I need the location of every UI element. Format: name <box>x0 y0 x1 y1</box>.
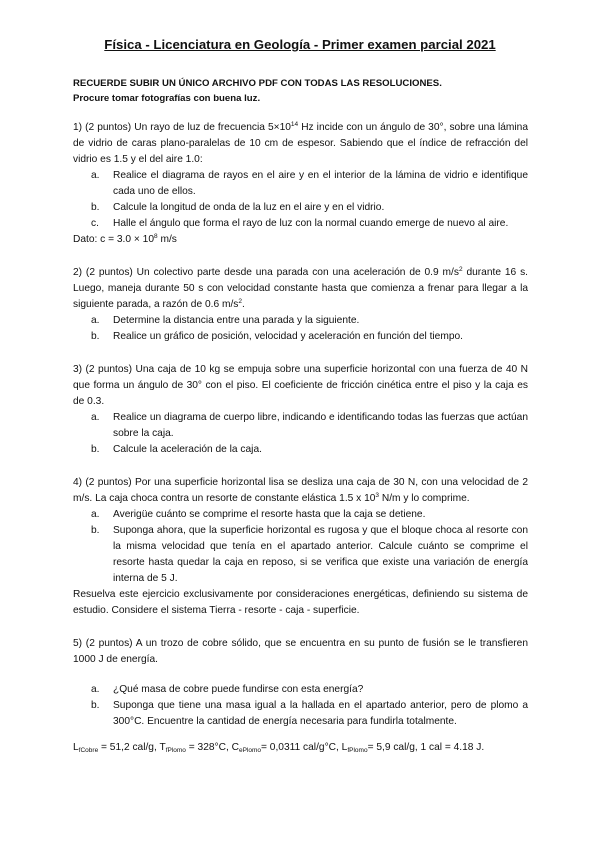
question-3-items <box>73 410 528 458</box>
question-2-statement: 2) (2 puntos) Un colectivo parte desde una parada con una aceleración de 0.9 $m/s^2$ durante 16 s. Luego, maneja durante 50 s con velocidad constante hasta que comienza a frenar para llegar a la siguiente parada, a razón de 0.6 $m/s^2$. <box>73 266 528 310</box>
constants-line: $L_{fCobre} = 51,2$ cal/g, $T_{fPlomo} = 328^\circ C$, $C_{ePlomo}= 0,0311$ cal/g°C, $L_{fPlomo}= 5,9$ cal/g, 1 cal = 4.18 J. <box>73 742 485 754</box>
list-item: a. ¿Qué masa de cobre puede fundirse con esta energía? <box>91 684 364 695</box>
list-item: a. Averigüe cuánto se comprime el resorte hasta que la caja se detiene. <box>91 509 426 520</box>
upload-instruction: RECUERDE SUBIR UN ÚNICO ARCHIVO PDF CON TODAS LAS RESOLUCIONES. <box>73 78 442 89</box>
question-1-data: Dato: $c = 3.0 \times 10^8$ m/s <box>73 233 177 245</box>
list-item: a. Determine la distancia entre una parada y la siguiente. <box>91 315 360 326</box>
list-item: a. Realice un diagrama de cuerpo libre, indicando e identificando todas las fuerzas que actúan sobre la caja. <box>91 412 528 439</box>
question-1 <box>73 120 528 248</box>
list-item: b. Realice un gráfico de posición, velocidad y aceleración en función del tiempo. <box>91 331 463 342</box>
list-item: b. Calcule la aceleración de la caja. <box>91 444 262 455</box>
question-4-items <box>73 507 528 587</box>
question-3-statement: 3) (2 puntos) Una caja de 10 kg se empuja sobre una superficie horizontal con una fuerza de 40 N que forma un ángulo de 30° con el piso. El coeficiente de fricción cinética entre el piso y la caja es de 0.3. <box>73 364 528 407</box>
question-1-statement: 1) (2 puntos) Un rayo de luz de frecuencia $5\times 10^{14}$ Hz incide con un ángulo de 30°, sobre una lámina de vidrio de caras plano-paralelas de 10 cm de espesor. Sabiendo que el índice de refracción del vidrio es 1.5 y el del aire 1.0: <box>73 121 529 165</box>
list-item: b. Suponga que tiene una masa igual a la hallada en el apartado anterior, pero de plomo a 300°C. Encuentre la cantidad de energía necesaria para fundirla totalmente. <box>91 700 528 727</box>
list-item: b. Calcule la longitud de onda de la luz en el aire y en el vidrio. <box>91 202 385 213</box>
question-1-items <box>73 168 528 232</box>
question-3 <box>73 362 528 458</box>
question-2-items <box>73 313 528 345</box>
question-4 <box>73 475 528 619</box>
list-item: a. Realice el diagrama de rayos en el aire y en el interior de la lámina de vidrio e identifique cada uno de ellos. <box>91 170 528 197</box>
question-4-statement: 4) (2 puntos) Por una superficie horizontal lisa se desliza una caja de 30 N, con una velocidad de 2 m/s. La caja choca contra un resorte de constante elástica 1.5 x $10^3$ N/m y lo comprime. <box>73 477 528 504</box>
question-5 <box>73 636 528 730</box>
photo-instruction: Procure tomar fotografías con buena luz. <box>73 93 261 104</box>
upload-notice <box>73 76 533 106</box>
list-item: b. Suponga ahora, que la superficie horizontal es rugosa y que el bloque choca al resorte con la misma velocidad que tenía en el apartado anterior. Calcule cuánto se comprime el resorte hasta quedar la caja en reposo, si se verifica que existe una variación de energía interna de 5 J. <box>91 525 528 584</box>
question-2 <box>73 265 528 345</box>
exam-title: Física - Licenciatura en Geología - Primer examen parcial 2021 <box>104 37 496 52</box>
question-4-closing: Resuelva este ejercicio exclusivamente por consideraciones energéticas, definiendo su sistema de estudio. Considere el sistema Tierra - resorte - caja - superficie. <box>73 589 528 616</box>
question-5-items <box>73 682 528 730</box>
list-item: c. Halle el ángulo que forma el rayo de luz con la normal cuando emerge de nuevo al aire. <box>91 218 509 229</box>
question-5-statement: 5) (2 puntos) A un trozo de cobre sólido, que se encuentra en su punto de fusión se le transfieren 1000 J de energía. <box>73 638 528 665</box>
